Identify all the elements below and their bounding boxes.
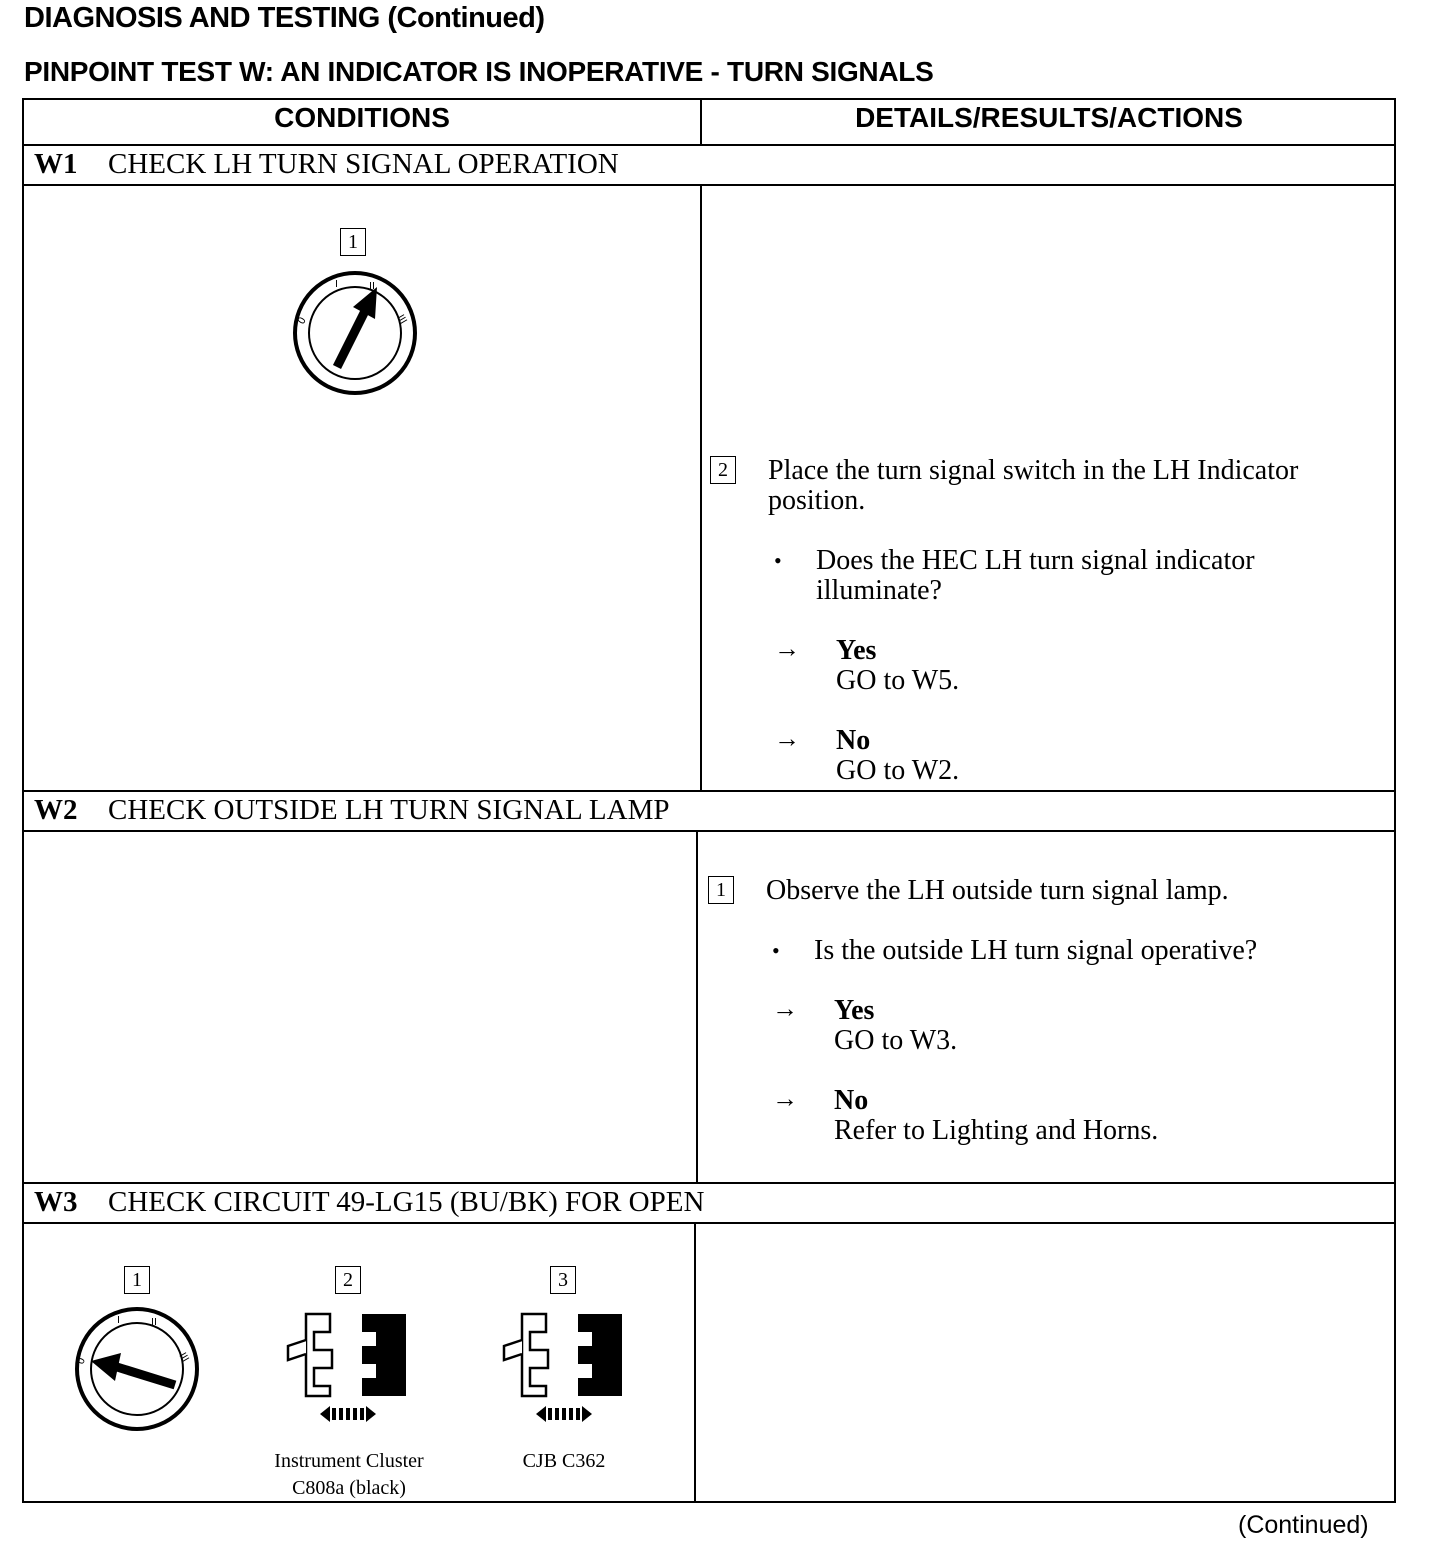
row-divider [24, 1222, 1394, 1224]
ignition-switch-icon [72, 1304, 202, 1434]
result-label: No [834, 1085, 869, 1116]
result-label: Yes [834, 995, 875, 1026]
result-no [774, 724, 960, 786]
action-text: Observe the LH outside turn signal lamp. [766, 875, 1229, 906]
bullet-icon: • [772, 938, 780, 963]
question-text: Is the outside LH turn signal operative? [814, 935, 1258, 966]
connector-label-line: C808a (black) [292, 1477, 406, 1499]
figure-number-box: 1 [340, 228, 366, 256]
step-title: CHECK LH TURN SIGNAL OPERATION [108, 148, 619, 180]
figure-number-box: 2 [335, 1266, 361, 1294]
action-text: Place the turn signal switch in the LH Indicator position. [768, 455, 1299, 516]
figure-number-box: 1 [124, 1266, 150, 1294]
svg-text:II: II [151, 1317, 157, 1328]
svg-text:I: I [117, 1315, 120, 1326]
step-header-w3 [34, 1186, 704, 1219]
result-no [772, 1084, 1159, 1146]
step-header-w1 [34, 148, 619, 181]
result-action: GO to W2. [836, 755, 960, 786]
connector-disconnect-icon [498, 1306, 628, 1426]
arrow-right-icon: → [772, 994, 798, 1023]
column-divider [696, 832, 698, 1182]
question-item [774, 545, 1336, 606]
step-code: W2 [34, 794, 78, 826]
column-divider [700, 186, 702, 790]
result-label: Yes [836, 635, 877, 666]
pinpoint-test-title: PINPOINT TEST W: AN INDICATOR IS INOPERATIVE - TURN SIGNALS [24, 56, 934, 87]
step-code: W3 [34, 1186, 78, 1218]
bullet-icon: • [774, 548, 782, 573]
row-divider [24, 184, 1394, 186]
page-title: DIAGNOSIS AND TESTING (Continued) [24, 2, 545, 34]
result-label: No [836, 725, 871, 756]
svg-text:0: 0 [296, 315, 309, 327]
result-yes [772, 994, 958, 1056]
row-divider [24, 790, 1394, 792]
svg-text:I: I [335, 279, 338, 290]
svg-text:0: 0 [75, 1356, 88, 1367]
connector-label-line: CJB C362 [522, 1450, 606, 1472]
ignition-switch-icon [290, 268, 420, 398]
result-action: GO to W3. [834, 1025, 958, 1056]
arrow-right-icon: → [774, 634, 800, 663]
step-title: CHECK OUTSIDE LH TURN SIGNAL LAMP [108, 794, 670, 826]
column-header-details: DETAILS/RESULTS/ACTIONS [855, 102, 1243, 133]
pinpoint-test-table [22, 98, 1396, 1503]
result-action: Refer to Lighting and Horns. [834, 1115, 1159, 1146]
result-action: GO to W5. [836, 665, 960, 696]
arrow-right-icon: → [774, 724, 800, 753]
step-header-w2 [34, 794, 669, 827]
arrow-right-icon: → [772, 1084, 798, 1113]
result-yes [774, 634, 960, 696]
row-divider [24, 144, 1394, 146]
action-number-box: 1 [708, 876, 734, 904]
svg-text:III: III [394, 313, 409, 327]
continued-note: (Continued) [1238, 1511, 1369, 1539]
connector-label-line: Instrument Cluster [274, 1450, 424, 1472]
connector-label [484, 1448, 644, 1475]
step-code: W1 [34, 148, 78, 180]
svg-text:II: II [369, 281, 375, 292]
step-title: CHECK CIRCUIT 49-LG15 (BU/BK) FOR OPEN [108, 1186, 705, 1218]
question-text: Does the HEC LH turn signal indicator illuminate? [816, 545, 1255, 606]
row-divider [24, 1182, 1394, 1184]
question-item [772, 935, 1354, 966]
column-header-conditions: CONDITIONS [274, 102, 450, 133]
row-divider [24, 830, 1394, 832]
connector-label [246, 1448, 452, 1502]
column-divider [694, 1224, 696, 1501]
action-number-box: 2 [710, 456, 736, 484]
figure-number-box: 3 [550, 1266, 576, 1294]
column-divider [700, 100, 702, 144]
svg-text:III: III [176, 1351, 191, 1365]
connector-disconnect-icon [282, 1306, 412, 1426]
